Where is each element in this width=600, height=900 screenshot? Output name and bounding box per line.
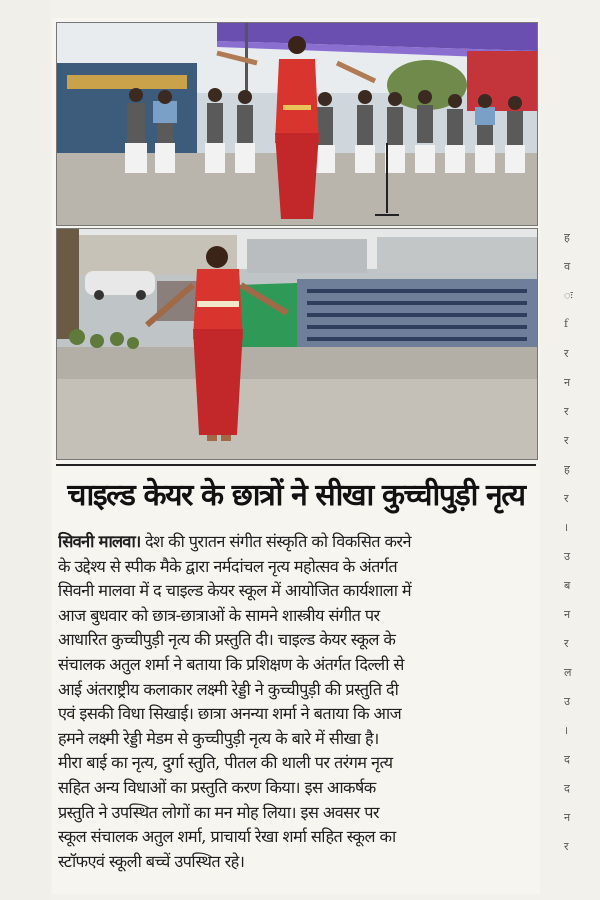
article-body xyxy=(58,530,536,874)
adjacent-column-fragment: ह xyxy=(564,463,570,476)
adjacent-column-fragments xyxy=(556,230,586,900)
headline-rule-top xyxy=(56,464,536,466)
adjacent-column-fragment: उ xyxy=(564,695,571,708)
article-line: के उद्देश्य से स्पीक मैके द्वारा नर्मदांचल नृत्य महोत्सव के अंतर्गत xyxy=(58,556,398,576)
adjacent-column-fragment: उ xyxy=(564,550,571,563)
adjacent-column-fragment: र xyxy=(564,405,569,418)
article-dateline: सिवनी मालवा। xyxy=(58,532,141,551)
adjacent-column-fragment: न xyxy=(564,376,571,389)
group-dance-image xyxy=(57,23,537,225)
adjacent-column-fragment: द xyxy=(564,753,570,766)
adjacent-column-fragment: ः xyxy=(564,289,573,302)
article-line: सिवनी मालवा में द चाइल्ड केयर स्कूल में आयोजित कार्यशाला में xyxy=(58,581,412,601)
article-headline: चाइल्ड केयर के छात्रों ने सीखा कुच्चीपुड़ी नृत्य xyxy=(67,478,525,513)
adjacent-column-fragment: र xyxy=(564,347,569,360)
article-line: आई अंतराष्ट्रीय कलाकार लक्ष्मी रेड्डी ने कुच्चीपुड़ी की प्रस्तुति दी xyxy=(58,679,399,699)
article-line: स्टॉफएवं स्कूली बच्चें उपस्थित रहे। xyxy=(58,851,245,871)
solo-dancer-image xyxy=(57,229,537,459)
page-margin-left xyxy=(0,0,50,900)
article-line: हमने लक्ष्मी रेड्डी मेडम से कुच्चीपुड़ी नृत्य के बारे में सीखा है। xyxy=(58,728,379,748)
adjacent-column-fragment: f xyxy=(564,317,569,330)
adjacent-column-fragment: ब xyxy=(564,579,571,592)
photo-solo-dancer-audience xyxy=(56,228,538,460)
adjacent-column-fragment: न xyxy=(564,811,571,824)
adjacent-column-fragment: ल xyxy=(564,666,572,679)
article-line: प्रस्तुति ने उपस्थित लोगों का मन मोह लिया। इस अवसर पर xyxy=(58,802,379,822)
adjacent-column-fragment: । xyxy=(564,724,569,737)
article-line: आधारित कुच्चीपुड़ी नृत्य की प्रस्तुति दी। चाइल्ड केयर स्कूल के xyxy=(58,630,396,650)
adjacent-column-fragment: ह xyxy=(564,231,570,244)
newspaper-clipping xyxy=(52,18,540,894)
article-line: स्कूल संचालक अतुल शर्मा, प्राचार्या रेखा शर्मा सहित स्कूल का xyxy=(58,827,396,847)
adjacent-column-fragment: र xyxy=(564,434,569,447)
adjacent-column-fragment: न xyxy=(564,608,571,621)
article-line: एवं इसकी विधा सिखाई। छात्रा अनन्या शर्मा ने बताया कि आज xyxy=(58,704,402,724)
adjacent-column-fragment: व xyxy=(564,260,571,273)
photo-group-dance xyxy=(56,22,538,226)
adjacent-column-fragment: र xyxy=(564,492,569,505)
adjacent-column-fragment: द xyxy=(564,782,570,795)
article-line: मीरा बाई का नृत्य, दुर्गा स्तुति, पीतल की थाली पर तरंगम नृत्य xyxy=(58,753,393,773)
adjacent-column-fragment: र xyxy=(564,840,569,853)
article-line xyxy=(58,530,536,555)
article-line-text: देश की पुरातन संगीत संस्कृति को विकसित करने xyxy=(140,532,411,551)
adjacent-column-fragment: । xyxy=(564,521,569,534)
article-line: सहित अन्य विधाओं का प्रस्तुति करण किया। इस आकर्षक xyxy=(58,777,376,797)
article-line: आज बुधवार को छात्र-छात्राओं के सामने शास्त्रीय संगीत पर xyxy=(58,605,380,625)
article-line: संचालक अतुल शर्मा ने बताया कि प्रशिक्षण के अंतर्गत दिल्ली से xyxy=(58,654,404,674)
adjacent-column-fragment: र xyxy=(564,637,569,650)
